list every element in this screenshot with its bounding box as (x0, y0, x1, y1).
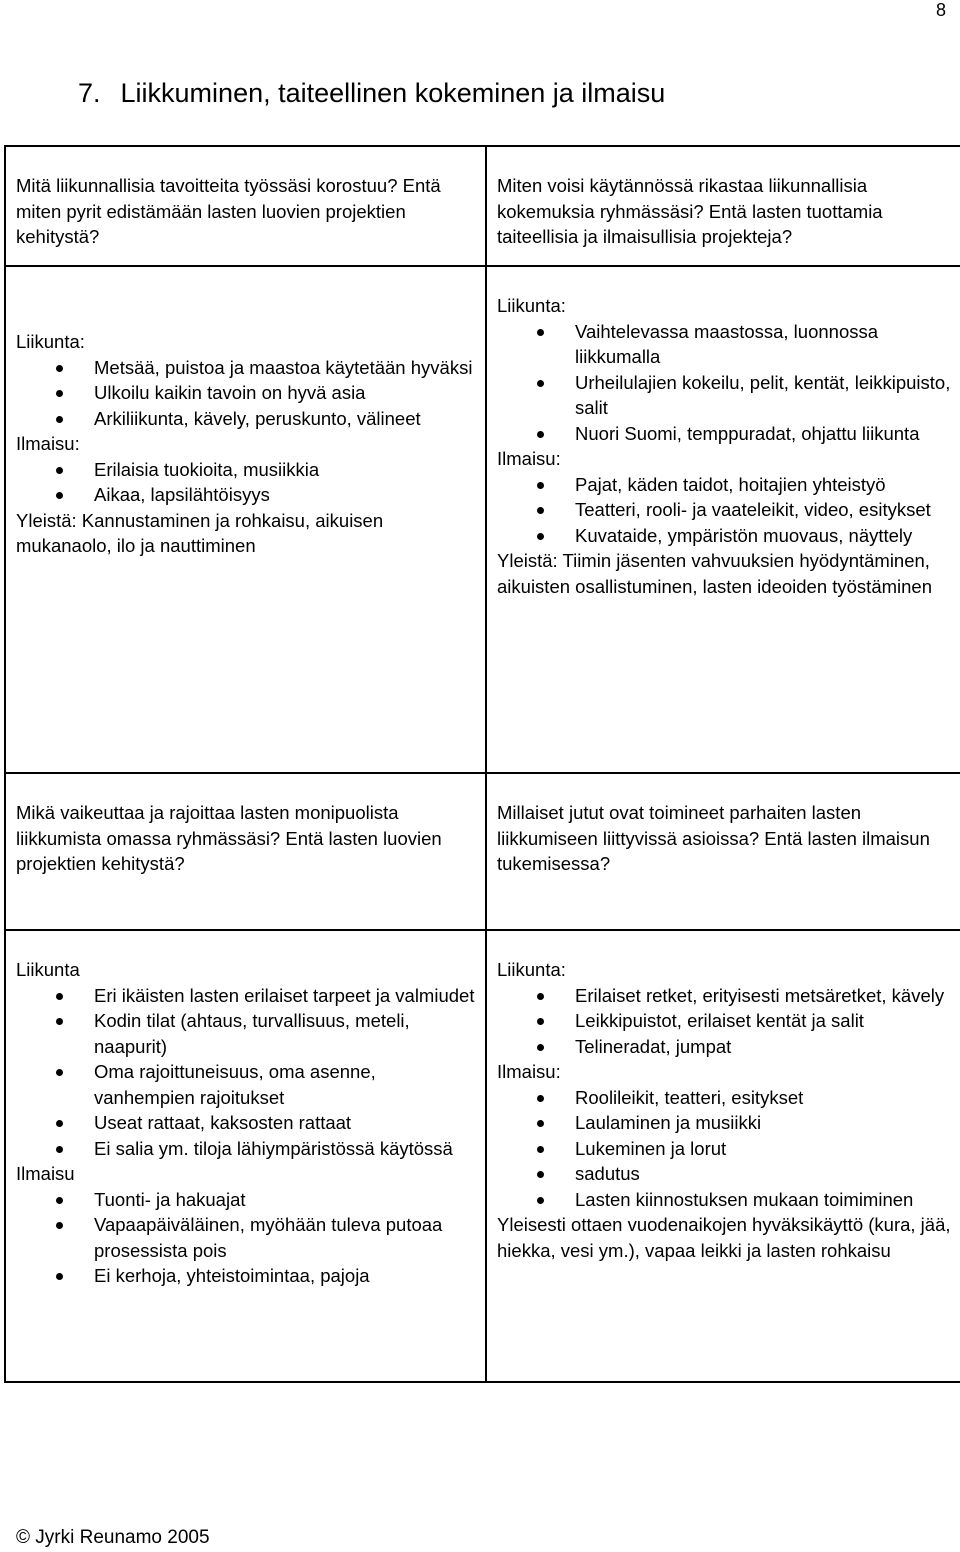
general-note: Yleisesti ottaen vuodenaikojen hyväksikäyttö (kura, jää, hiekka, vesi ym.), vapaa leikki ja lasten rohkaisu (497, 1214, 951, 1261)
page-number: 8 (935, 0, 946, 20)
list-item: Arkiliikunta, kävely, peruskunto, välineet (16, 406, 479, 432)
list-item: Tuonti- ja hakuajat (16, 1187, 479, 1213)
bullet-list (497, 319, 954, 447)
answer-cell (486, 266, 960, 773)
liikunta-label: Liikunta: (16, 331, 85, 352)
list-item: Metsää, puistoa ja maastoa käytetään hyväksi (16, 355, 479, 381)
answer-cell (486, 930, 960, 1382)
list-item: Ei kerhoja, yhteistoimintaa, pajoja (16, 1263, 479, 1289)
list-item: Kodin tilat (ahtaus, turvallisuus, meteli, naapurit) (16, 1008, 479, 1059)
ilmaisu-label: Ilmaisu: (497, 1061, 561, 1082)
bullet-list (16, 457, 479, 508)
list-item: Teatteri, rooli- ja vaateleikit, video, esitykset (497, 497, 954, 523)
list-item: Eri ikäisten lasten erilaiset tarpeet ja valmiudet (16, 983, 479, 1009)
bullet-list (497, 472, 954, 549)
list-item: Useat rattaat, kaksosten rattaat (16, 1110, 479, 1136)
question-cell: Mitä liikunnallisia tavoitteita työssäsi korostuu? Entä miten pyrit edistämään lasten luovien projektien kehitystä? (5, 146, 486, 266)
list-item: Ei salia ym. tiloja lähiympäristössä käytössä (16, 1136, 479, 1162)
list-item: Ulkoilu kaikin tavoin on hyvä asia (16, 380, 479, 406)
liikunta-label: Liikunta (16, 959, 80, 980)
list-item: Laulaminen ja musiikki (497, 1110, 954, 1136)
list-item: Aikaa, lapsilähtöisyys (16, 482, 479, 508)
question-row-1 (5, 146, 960, 266)
answer-cell (5, 930, 486, 1382)
liikunta-label: Liikunta: (497, 959, 566, 980)
question-cell: Miten voisi käytännössä rikastaa liikunnallisia kokemuksia ryhmässäsi? Entä lasten tuottamia taiteellisia ja ilmaisullisia projekteja? (486, 146, 960, 266)
answer-cell (5, 266, 486, 773)
list-item: sadutus (497, 1161, 954, 1187)
question-cell: Millaiset jutut ovat toimineet parhaiten lasten liikkumiseen liittyvissä asioissa? Entä lasten ilmaisun tukemisessa? (486, 773, 960, 930)
bullet-list (497, 1085, 954, 1213)
list-item: Oma rajoittuneisuus, oma asenne, vanhempien rajoitukset (16, 1059, 479, 1110)
list-item: Erilaiset retket, erityisesti metsäretket, kävely (497, 983, 954, 1009)
list-item: Leikkipuistot, erilaiset kentät ja salit (497, 1008, 954, 1034)
section-title: Liikkuminen, taiteellinen kokeminen ja ilmaisu (120, 78, 666, 108)
ilmaisu-label: Ilmaisu (16, 1163, 75, 1184)
general-note: Yleistä: Tiimin jäsenten vahvuuksien hyödyntäminen, aikuisten osallistuminen, lasten ideoiden työstäminen (497, 550, 933, 597)
list-item: Lasten kiinnostuksen mukaan toimiminen (497, 1187, 954, 1213)
list-item: Vaihtelevassa maastossa, luonnossa liikkumalla (497, 319, 954, 370)
general-note: Yleistä: Kannustaminen ja rohkaisu, aikuisen mukanaolo, ilo ja nauttiminen (16, 509, 384, 556)
bullet-list (497, 983, 954, 1060)
bullet-list (16, 355, 479, 432)
list-item: Vapaapäiväläinen, myöhään tuleva putoaa prosessista pois (16, 1212, 479, 1263)
list-item: Urheilulajien kokeilu, pelit, kentät, leikkipuisto, salit (497, 370, 954, 421)
list-item: Kuvataide, ympäristön muovaus, näyttely (497, 523, 954, 549)
list-item: Pajat, käden taidot, hoitajien yhteistyö (497, 472, 954, 498)
bullet-list (16, 1187, 479, 1289)
reflection-table (4, 145, 960, 1383)
question-row-2 (5, 773, 960, 930)
liikunta-label: Liikunta: (497, 295, 566, 316)
ilmaisu-label: Ilmaisu: (16, 433, 80, 454)
list-item: Telineradat, jumpat (497, 1034, 954, 1060)
copyright-footer: © Jyrki Reunamo 2005 (16, 1527, 210, 1548)
answer-row-1 (5, 266, 960, 773)
list-item: Erilaisia tuokioita, musiikkia (16, 457, 479, 483)
bullet-list (16, 983, 479, 1162)
list-item: Nuori Suomi, temppuradat, ohjattu liikunta (497, 421, 954, 447)
section-heading (78, 78, 665, 109)
list-item: Lukeminen ja lorut (497, 1136, 954, 1162)
ilmaisu-label: Ilmaisu: (497, 448, 561, 469)
section-number: 7. (78, 78, 101, 108)
question-cell: Mikä vaikeuttaa ja rajoittaa lasten monipuolista liikkumista omassa ryhmässäsi? Entä lasten luovien projektien kehitystä? (5, 773, 486, 930)
answer-row-2 (5, 930, 960, 1382)
list-item: Roolileikit, teatteri, esitykset (497, 1085, 954, 1111)
